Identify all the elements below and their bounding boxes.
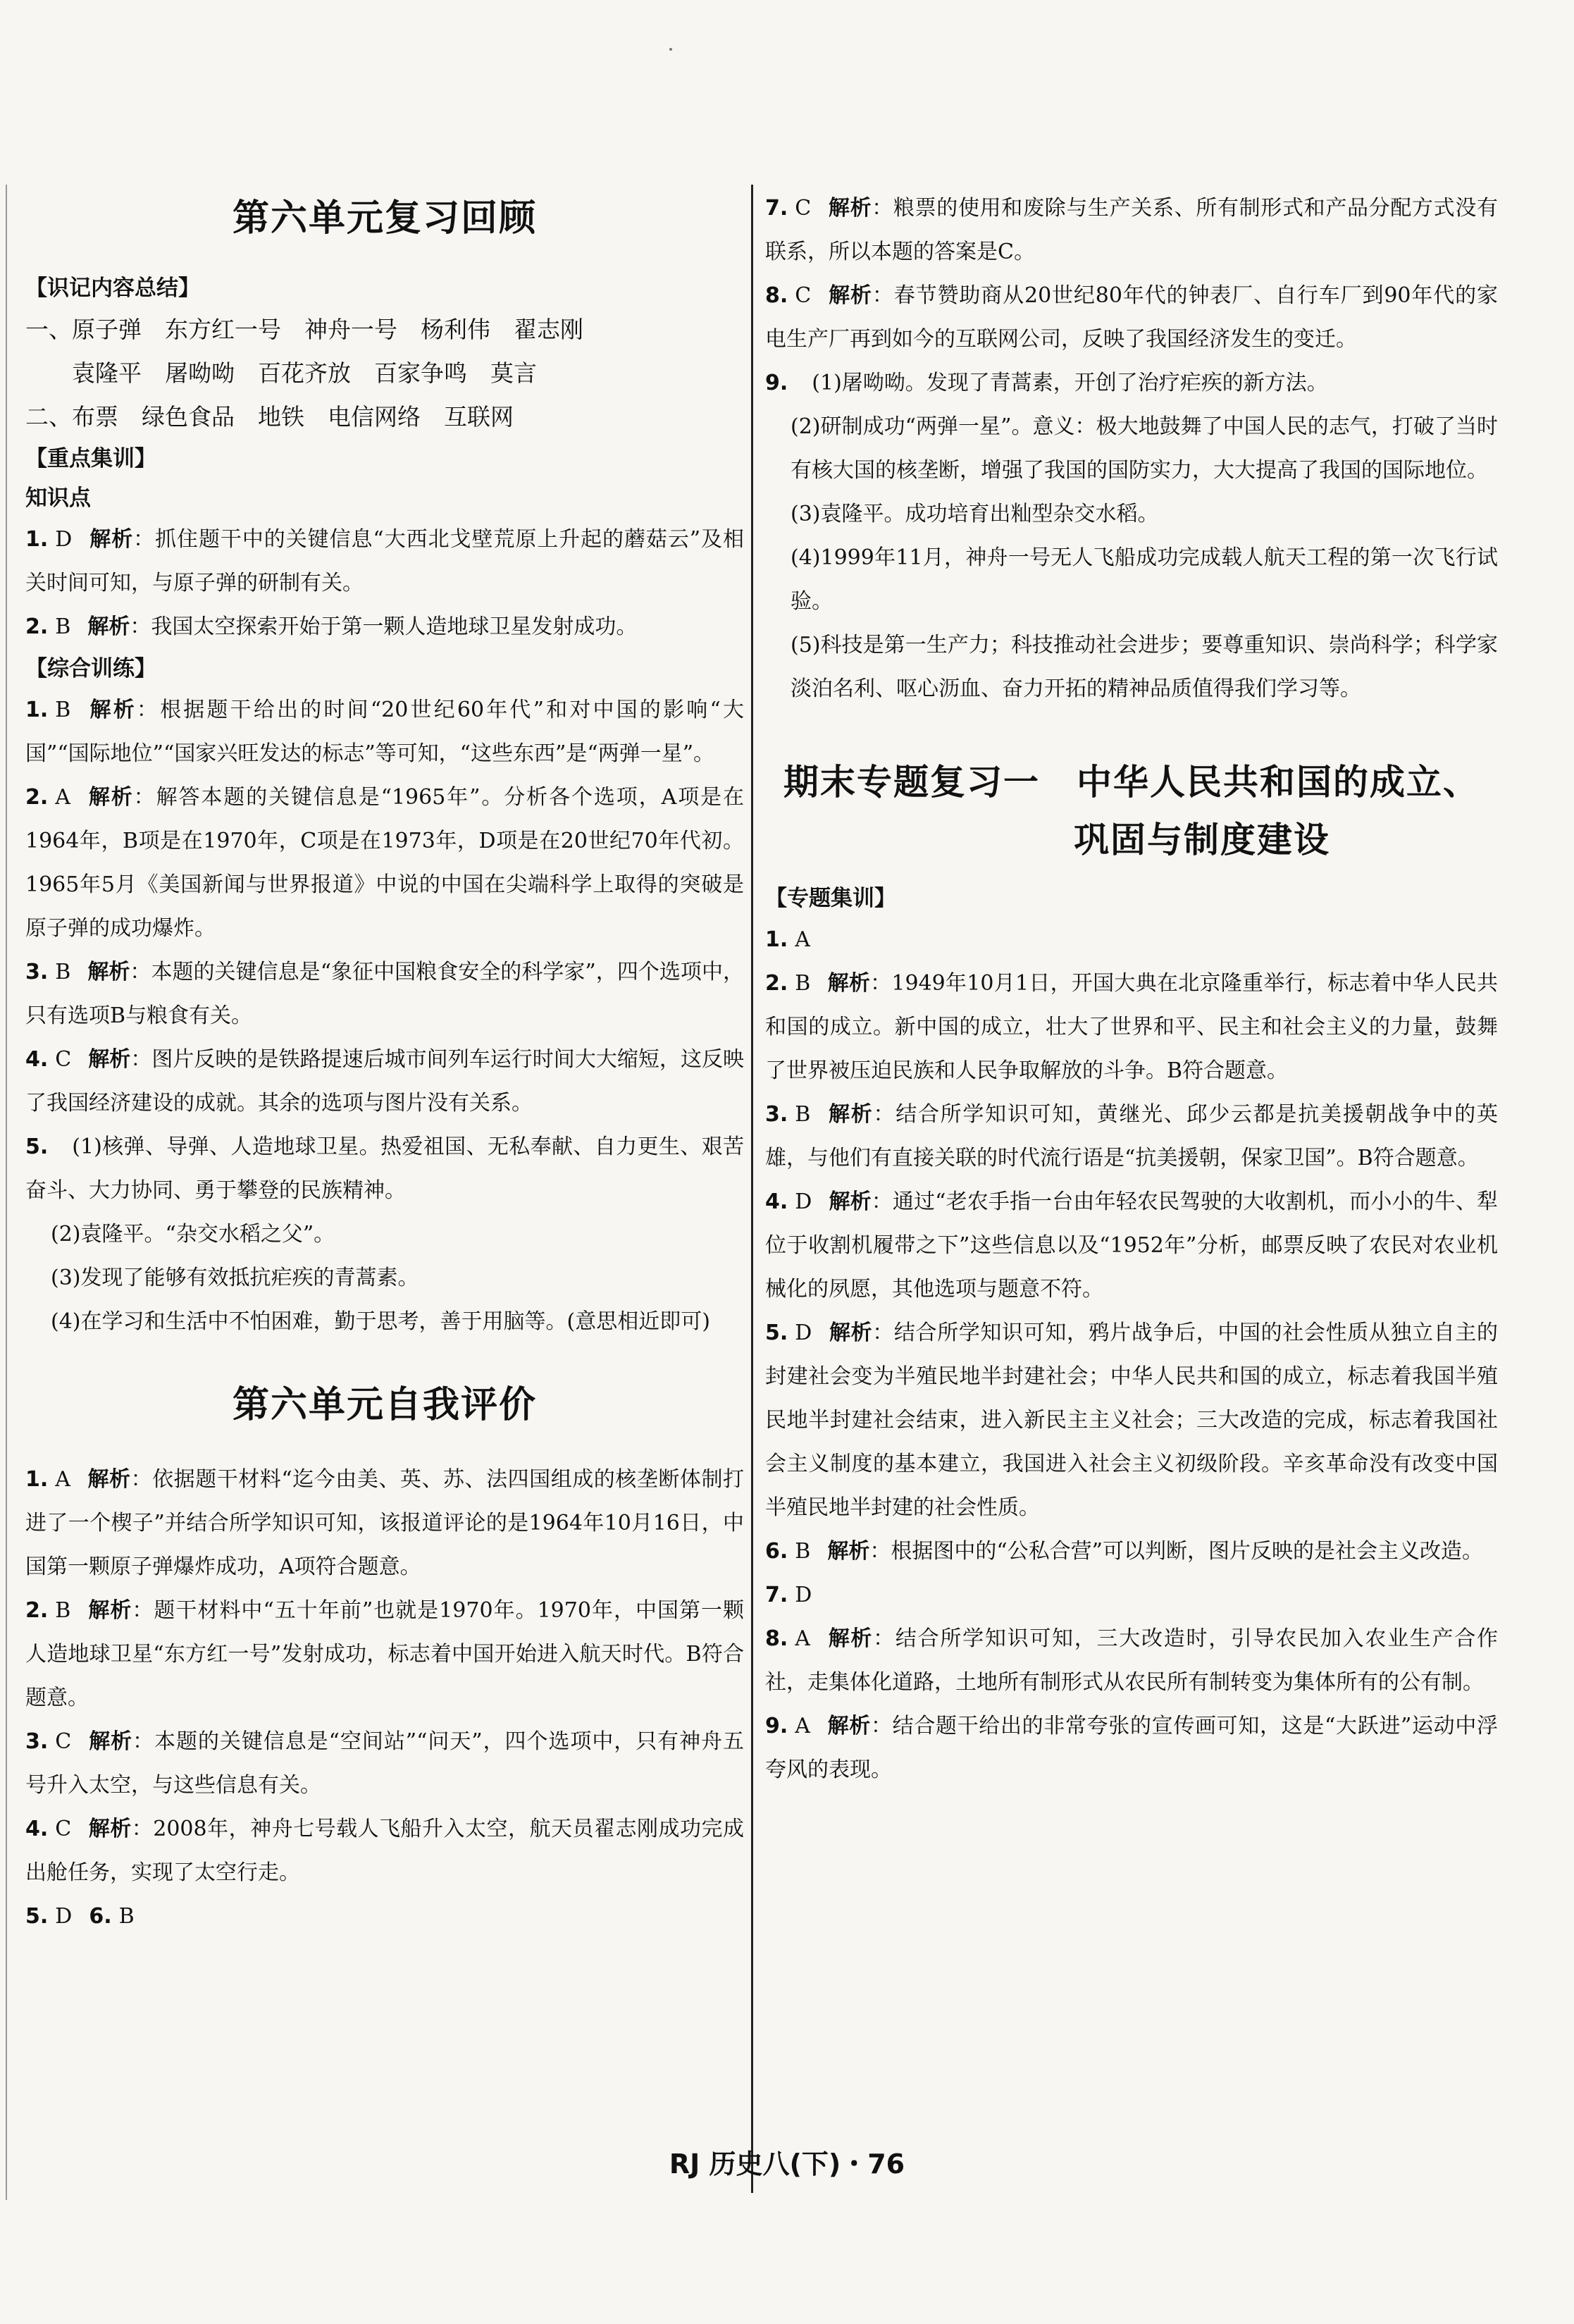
- answer-text: ：结合所学知识可知，鸦片战争后，中国的社会性质从独立自主的封建社会变为半殖民地半封建社会；中华人民共和国的成立，标志着我国半殖民地半封建社会结束，进入新民主主义社会；三大改造的完成，标志着我国社会主义制度的基本建立，我国进入社会主义初级阶段。辛亥革命没有改变中国半殖民地半封建的社会性质。: [765, 1321, 1499, 1520]
- analysis-label: 解析: [827, 1102, 874, 1127]
- recall-lines: [25, 308, 744, 439]
- self-eval-answers: [25, 1458, 744, 1895]
- analysis-label: 解析: [828, 283, 872, 308]
- answer-text: ：根据题干给出的时间“20世纪60年代”和对中国的影响“大国”“国际地位”“国家兴旺发达的标志”等可知，“这些东西”是“两弹一星”。: [25, 698, 745, 766]
- answer-number: 8.: [765, 283, 788, 308]
- answer-text: ：解答本题的关键信息是“1965年”。分析各个选项，A项是在1964年，B项是在1970年，C项是在1973年，D项是在20世纪70年代初。1965年5月《美国新闻与世界报道》中说的中国在尖端科学上取得的突破是原子弹的成功爆炸。: [25, 785, 745, 941]
- sub-answer: (5)科技是第一生产力；科技推动社会进步；要尊重知识、崇尚科学；科学家淡泊名利、呕心沥血、奋力开拓的精神品质值得我们学习等。: [791, 633, 1498, 701]
- answer-text: ：结合所学知识可知，黄继光、邱少云都是抗美援朝战争中的英雄，与他们有直接关联的时代流行语是“抗美援朝，保家卫国”。B符合题意。: [765, 1102, 1499, 1170]
- answer-letter: D: [795, 1189, 812, 1214]
- analysis-label: 解析: [87, 960, 130, 984]
- recall-line: 一、原子弹 东方红一号 神舟一号 杨利伟 翟志刚: [25, 316, 583, 343]
- answer-letter: D: [55, 527, 73, 552]
- answer-number: 2.: [765, 971, 788, 996]
- answer-letter: D: [795, 1321, 812, 1345]
- answer-number: 4.: [25, 1817, 49, 1841]
- analysis-label: 解析: [89, 527, 134, 552]
- answer-text: ：本题的关键信息是“空间站”“问天”，四个选项中，只有神舟五号升入太空，与这些信息有关。: [25, 1729, 745, 1798]
- analysis-label: 解析: [827, 971, 871, 996]
- analysis-label: 解析: [829, 1189, 872, 1214]
- answer-letter: B: [55, 614, 71, 639]
- knowledge-point-label: 知识点: [25, 486, 91, 511]
- answer-letter: B: [55, 960, 71, 984]
- analysis-label: 解析: [88, 1817, 132, 1841]
- analysis-label: 解析: [87, 614, 130, 639]
- answer-text: ：图片反映的是铁路提速后城市间列车运行时间大大缩短，这反映了我国经济建设的成就。其余的选项与图片没有关系。: [25, 1047, 745, 1115]
- analysis-label: 解析: [87, 698, 137, 722]
- answer-number: 6.: [765, 1539, 788, 1564]
- topic-answers: [765, 918, 1498, 1792]
- answer-number: 9.: [765, 1714, 788, 1738]
- right-column: [765, 187, 1498, 1792]
- answer-number: 4.: [765, 1189, 788, 1214]
- sub-answer: (4)1999年11月，神舟一号无人飞船成功完成载人航天工程的第一次飞行试验。: [791, 545, 1498, 614]
- answer-letter: D: [795, 1583, 812, 1607]
- sub-answer: (2)袁隆平。“杂交水稻之父”。: [51, 1222, 335, 1247]
- answer-letter: D: [55, 1904, 73, 1929]
- answer-item: [25, 1125, 744, 1213]
- analysis-label: 解析: [87, 785, 134, 810]
- answer-letter: C: [55, 1817, 72, 1841]
- answer-text: ：根据图中的“公私合营”可以判断，图片反映的是社会主义改造。: [869, 1539, 1484, 1564]
- answer-number: 2.: [25, 614, 49, 639]
- answer-text: ：本题的关键信息是“象征中国粮食安全的科学家”，四个选项中，只有选项B与粮食有关。: [25, 960, 744, 1028]
- answer-number: 2.: [25, 785, 49, 810]
- answer-letter: C: [55, 1729, 72, 1754]
- answer-letter: B: [55, 1598, 71, 1623]
- answer-number: 2.: [25, 1598, 49, 1623]
- sub-answer: (2)研制成功“两弹一星”。意义：极大地鼓舞了中国人民的志气，打破了当时有核大国的核垄断，增强了我国的国防实力，大大提高了我国的国际地位。: [791, 414, 1498, 483]
- comprehensive-answers: [25, 688, 744, 1213]
- section-title-final-review-line2: 巩固与制度建设: [1074, 820, 1330, 860]
- answer-number: 7.: [765, 1583, 788, 1607]
- scan-speck: [669, 48, 672, 51]
- sub-answer: (3)袁隆平。成功培育出籼型杂交水稻。: [791, 502, 1159, 526]
- answer-item: [25, 951, 744, 1038]
- answer-item: [25, 605, 744, 649]
- section-title-self-eval: 第六单元自我评价: [232, 1384, 537, 1426]
- answer-item: [765, 918, 1498, 962]
- answer-item: [765, 1180, 1498, 1311]
- answer-letter: A: [795, 1714, 810, 1738]
- answer-number: 1.: [25, 527, 49, 552]
- answer-item: [765, 1311, 1498, 1530]
- answer-text: ：1949年10月1日，开国大典在北京隆重举行，标志着中华人民共和国的成立。新中国的成立，壮大了世界和平、民主和社会主义的力量，鼓舞了世界被压迫民族和人民争取解放的斗争。B符合题意。: [765, 971, 1499, 1083]
- answer-letter: B: [795, 1539, 811, 1564]
- answer-item: [765, 962, 1498, 1093]
- left-column: [25, 187, 744, 1939]
- answer-number: 8.: [765, 1626, 788, 1651]
- comprehensive-label: 【综合训练】: [25, 656, 156, 681]
- q9-subanswers: [765, 405, 1498, 711]
- answer-letter: B: [795, 971, 811, 996]
- answer-letter: C: [795, 196, 812, 221]
- recall-label: 【识记内容总结】: [25, 276, 200, 301]
- self-eval-last-line: [25, 1895, 744, 1939]
- answer-text: ：依据题干材料“迄今由美、英、苏、法四国组成的核垄断体制打进了一个楔子”并结合所学知识可知，该报道评论的是1964年10月16日，中国第一颗原子弹爆炸成功，A项符合题意。: [25, 1467, 745, 1579]
- answer-number: 3.: [25, 1729, 49, 1754]
- answer-letter: A: [795, 927, 810, 952]
- analysis-label: 解析: [828, 196, 872, 221]
- answer-letter: A: [795, 1626, 810, 1651]
- answer-number: 1.: [765, 927, 788, 952]
- answer-item: [765, 361, 1498, 405]
- answer-item: [25, 1458, 744, 1589]
- sub-answer: (3)发现了能够有效抵抗疟疾的青蒿素。: [51, 1266, 419, 1290]
- analysis-label: 解析: [88, 1047, 131, 1072]
- answer-item: [25, 1038, 744, 1125]
- answer-text: ：通过“老农手指一台由年轻农民驾驶的大收割机，而小小的牛、犁位于收割机履带之下”这些信息以及“1952年”分析，邮票反映了农民对农业机械化的夙愿，其他选项与题意不符。: [765, 1189, 1498, 1302]
- answer-text: (1)屠呦呦。发现了青蒿素，开创了治疗疟疾的新方法。: [812, 371, 1328, 395]
- answer-item: [25, 1589, 744, 1720]
- column-divider: [751, 185, 753, 2193]
- answer-letter: C: [55, 1047, 72, 1072]
- answer-item: [25, 518, 744, 605]
- answer-number: 6.: [89, 1904, 112, 1929]
- analysis-label: 解析: [829, 1321, 873, 1345]
- answer-item: [25, 688, 744, 776]
- sub-answer: (4)在学习和生活中不怕困难，勤于思考，善于用脑等。(意思相近即可): [51, 1309, 710, 1334]
- answer-item: [765, 1705, 1498, 1792]
- analysis-label: 解析: [87, 1467, 131, 1492]
- analysis-label: 解析: [827, 1539, 870, 1564]
- answer-item: [765, 1530, 1498, 1574]
- answer-item: [25, 1807, 744, 1895]
- answer-item: [25, 776, 744, 951]
- answer-item: [765, 1617, 1498, 1705]
- knowledge-point-answers: [25, 518, 744, 649]
- page-footer: RJ 历史八(下)・76: [669, 2149, 905, 2180]
- section-title-final-review-line1: 期末专题复习一 中华人民共和国的成立、: [783, 762, 1480, 803]
- answer-item: [765, 1574, 1498, 1617]
- recall-line: 袁隆平 屠呦呦 百花齐放 百家争鸣 莫言: [25, 359, 537, 387]
- answer-text: ：春节赞助商从20世纪80年代的钟表厂、自行车厂到90年代的家电生产厂再到如今的互联网公司，反映了我国经济发生的变迁。: [765, 283, 1498, 352]
- answer-letter: A: [55, 1467, 70, 1492]
- answer-letter: A: [55, 785, 70, 810]
- answer-text: ：2008年，神舟七号载人飞船升入太空，航天员翟志刚成功完成出舱任务，实现了太空行走。: [25, 1817, 744, 1885]
- left-margin-rule: [6, 185, 7, 2200]
- answer-letter: C: [795, 283, 812, 308]
- recall-line: 二、布票 绿色食品 地铁 电信网络 互联网: [25, 403, 514, 431]
- answer-number: 4.: [25, 1047, 49, 1072]
- analysis-label: 解析: [88, 1729, 133, 1754]
- answer-number: 7.: [765, 196, 788, 221]
- answer-number: 1.: [25, 698, 49, 722]
- comprehensive-q5-subanswers: [25, 1213, 744, 1344]
- answer-number: 5.: [765, 1321, 788, 1345]
- answer-number: 3.: [25, 960, 49, 984]
- answer-text: (1)核弹、导弹、人造地球卫星。热爱祖国、无私奉献、自力更生、艰苦奋斗、大力协同、勇于攀登的民族精神。: [25, 1135, 744, 1203]
- analysis-label: 解析: [87, 1598, 132, 1623]
- answer-number: 3.: [765, 1102, 788, 1127]
- answer-item: [765, 274, 1498, 361]
- answer-text: ：结合题干给出的非常夸张的宣传画可知，这是“大跃进”运动中浮夸风的表现。: [765, 1714, 1498, 1782]
- answer-number: 5.: [25, 1135, 49, 1159]
- answer-item: [25, 1720, 744, 1807]
- key-training-label: 【重点集训】: [25, 446, 156, 471]
- section-title-review: 第六单元复习回顾: [232, 197, 537, 240]
- answer-number: 1.: [25, 1467, 49, 1492]
- answer-text: ：粮票的使用和废除与生产关系、所有制形式和产品分配方式没有联系，所以本题的答案是C。: [765, 196, 1499, 264]
- analysis-label: 解析: [826, 1714, 871, 1738]
- answer-text: ：结合所学知识可知，三大改造时，引导农民加入农业生产合作社，走集体化道路，土地所有制形式从农民所有制转变为集体所有的公有制。: [765, 1626, 1499, 1695]
- answer-number: 9.: [765, 371, 788, 395]
- answer-letter: B: [795, 1102, 811, 1127]
- answer-item: [765, 1093, 1498, 1180]
- answer-letter: B: [118, 1904, 135, 1929]
- analysis-label: 解析: [826, 1626, 874, 1651]
- answer-number: 5.: [25, 1904, 49, 1929]
- answer-letter: B: [55, 698, 71, 722]
- answer-text: ：题干材料中“五十年前”也就是1970年。1970年，中国第一颗人造地球卫星“东方红一号”发射成功，标志着中国开始进入航天时代。B符合题意。: [25, 1598, 745, 1710]
- topic-training-label: 【专题集训】: [765, 886, 896, 911]
- answer-text: ：抓住题干中的关键信息“大西北戈壁荒原上升起的蘑菇云”及相关时间可知，与原子弹的研制有关。: [25, 527, 744, 595]
- answer-item: [765, 187, 1498, 274]
- answer-text: ：我国太空探索开始于第一颗人造地球卫星发射成功。: [130, 614, 638, 639]
- right-top-answers: [765, 187, 1498, 405]
